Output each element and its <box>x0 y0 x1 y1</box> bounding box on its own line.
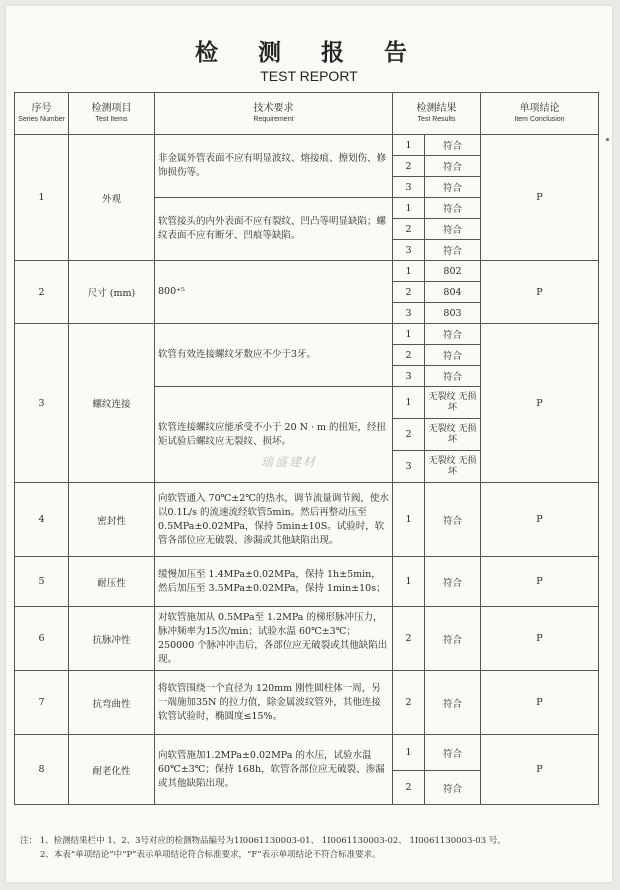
serial-number: 1 <box>15 135 69 261</box>
test-result: 符合 <box>425 607 481 671</box>
test-result: 无裂纹 无损坏 <box>425 419 481 451</box>
table-row <box>15 483 599 557</box>
test-result: 符合 <box>425 671 481 735</box>
sample-number: 1 <box>393 198 425 219</box>
sample-number: 1 <box>393 135 425 156</box>
sample-number: 1 <box>393 483 425 557</box>
test-item: 密封性 <box>69 483 155 557</box>
requirement-text: 800⁺⁵ <box>155 261 393 324</box>
table-row <box>15 324 599 345</box>
test-result: 符合 <box>425 771 481 805</box>
test-result: 符合 <box>425 240 481 261</box>
sample-number: 2 <box>393 345 425 366</box>
item-conclusion: P <box>481 261 599 324</box>
test-item: 抗弯曲性 <box>69 671 155 735</box>
table-row <box>15 261 599 282</box>
report-page <box>6 6 612 882</box>
item-conclusion: P <box>481 607 599 671</box>
item-conclusion: P <box>481 557 599 607</box>
table-row <box>15 557 599 607</box>
item-conclusion: P <box>481 324 599 483</box>
serial-number: 8 <box>15 735 69 805</box>
test-result: 无裂纹 无损坏 <box>425 387 481 419</box>
serial-number: 5 <box>15 557 69 607</box>
item-conclusion: P <box>481 135 599 261</box>
requirement-text: 将软管围绕一个直径为 120mm 刚性圆柱体一周，另一端施加35N 的拉力值，除金属波纹管外，其他连接软管试验时，椭圆度≤15%。 <box>155 671 393 735</box>
test-result: 符合 <box>425 156 481 177</box>
report-title-en: TEST REPORT <box>260 68 358 84</box>
test-item: 耐压性 <box>69 557 155 607</box>
test-result: 无裂纹 无损坏 <box>425 451 481 483</box>
test-result: 804 <box>425 282 481 303</box>
test-result: 符合 <box>425 366 481 387</box>
sample-number: 2 <box>393 219 425 240</box>
sample-number: 2 <box>393 771 425 805</box>
test-result: 符合 <box>425 135 481 156</box>
sample-number: 2 <box>393 671 425 735</box>
test-item: 耐老化性 <box>69 735 155 805</box>
test-item: 外观 <box>69 135 155 261</box>
sample-number: 3 <box>393 303 425 324</box>
test-item: 螺纹连接 <box>69 324 155 483</box>
item-conclusion: P <box>481 671 599 735</box>
sample-number: 2 <box>393 156 425 177</box>
note-line-2: 2、本表“单项结论”中“P”表示单项结论符合标准要求，“F”表示单项结论不符合标准要求。 <box>40 850 381 860</box>
requirement-text: 软管接头的内外表面不应有裂纹、凹凸等明显缺陷；螺纹表面不应有断牙、凹痕等缺陷。 <box>155 198 393 261</box>
header-requirement: 技术要求 Requirement <box>155 93 393 135</box>
sample-number: 1 <box>393 261 425 282</box>
serial-number: 2 <box>15 261 69 324</box>
serial-number: 6 <box>15 607 69 671</box>
item-conclusion: P <box>481 483 599 557</box>
table-row <box>15 735 599 771</box>
requirement-text: 缓慢加压至 1.4MPa±0.02MPa，保持 1h±5min，然后加压至 3.5MPa±0.02MPa，保持 1min±10s； <box>155 557 393 607</box>
watermark-text: 瑞盛建材 <box>261 455 318 469</box>
header-test-items: 检测项目 Test Items <box>69 93 155 135</box>
test-result: 符合 <box>425 219 481 240</box>
sample-number: 3 <box>393 451 425 483</box>
requirement-text: 软管连接螺纹应能承受不小于 20 N · m 的扭矩，经扭矩试验后螺纹应无裂纹、损坏。 <box>155 387 393 483</box>
sample-number: 2 <box>393 607 425 671</box>
requirement-text: 软管有效连接螺纹牙数应不少于3牙。 <box>155 324 393 387</box>
sample-number: 1 <box>393 387 425 419</box>
item-conclusion: P <box>481 735 599 805</box>
requirement-text: 非金属外管表面不应有明显波纹、熔接痕、擦划伤、修饰损伤等。 <box>155 135 393 198</box>
test-result: 符合 <box>425 324 481 345</box>
test-result: 803 <box>425 303 481 324</box>
test-result: 符合 <box>425 483 481 557</box>
header-test-results: 检测结果 Test Results <box>393 93 481 135</box>
test-result: 符合 <box>425 735 481 771</box>
table-row <box>15 671 599 735</box>
test-item: 尺寸 (mm) <box>69 261 155 324</box>
sample-number: 1 <box>393 557 425 607</box>
requirement-text: 向软管施加1.2MPa±0.02MPa 的水压，试验水温 60℃±3℃；保持 168h，软管各部位应无破裂、渗漏或其他缺陷出现。 <box>155 735 393 805</box>
test-result: 符合 <box>425 177 481 198</box>
test-result: 802 <box>425 261 481 282</box>
table-header-row <box>15 93 599 135</box>
table-row <box>15 135 599 156</box>
sample-number: 2 <box>393 419 425 451</box>
margin-dot <box>606 138 609 141</box>
serial-number: 4 <box>15 483 69 557</box>
test-result: 符合 <box>425 557 481 607</box>
sample-number: 3 <box>393 177 425 198</box>
test-report-table <box>14 92 599 805</box>
serial-number: 3 <box>15 324 69 483</box>
header-serial: 序号 Series Number <box>15 93 69 135</box>
sample-number: 2 <box>393 282 425 303</box>
sample-number: 1 <box>393 324 425 345</box>
test-result: 符合 <box>425 198 481 219</box>
sample-number: 3 <box>393 366 425 387</box>
test-item: 抗脉冲性 <box>69 607 155 671</box>
header-conclusion: 单项结论 Item Conclusion <box>481 93 599 135</box>
sample-number: 3 <box>393 240 425 261</box>
report-title-cn: 检 测 报 告 <box>194 39 424 66</box>
report-notes <box>20 834 600 862</box>
note-line-1: 注： 1、检测结果栏中 1、2、3号对应的检测物品编号为1I0061130003-01、 1I0061130003-02、 1I0061130003-03 号。 <box>20 836 506 846</box>
serial-number: 7 <box>15 671 69 735</box>
requirement-text: 向软管通入 70℃±2℃的热水，调节流量调节阀，使水以0.1L/s 的流速流经软管5min。然后再整动压至0.5MPa±0.02MPa，保持 5min±10S。试验时，软管各部位应无破裂、渗漏或其他缺陷出现。 <box>155 483 393 557</box>
requirement-text: 对软管施加从 0.5MPa至 1.2MPa 的梯形脉冲压力，脉冲频率为15次/min；试验水温 60℃±3℃；250000 个脉冲冲击后，各部位应无破裂或其他缺陷出现。 <box>155 607 393 671</box>
table-row <box>15 607 599 671</box>
sample-number: 1 <box>393 735 425 771</box>
test-result: 符合 <box>425 345 481 366</box>
